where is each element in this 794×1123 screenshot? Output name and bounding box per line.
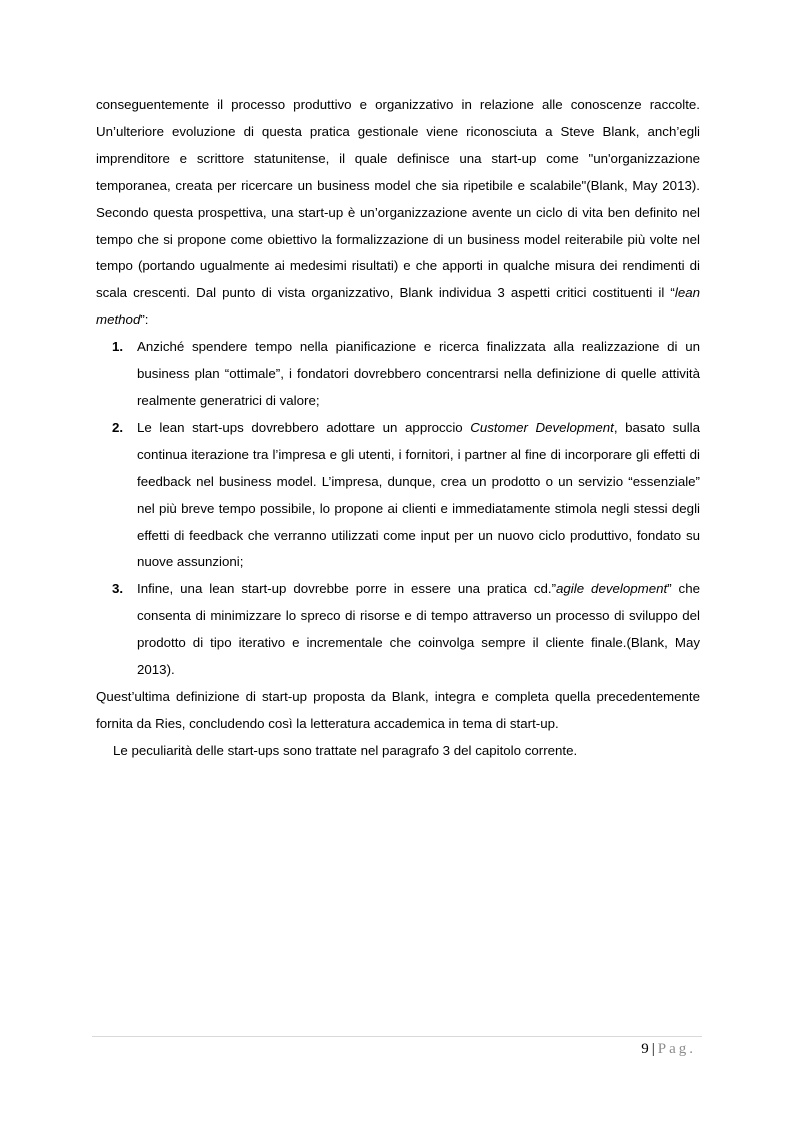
list-item-text: Anziché spendere tempo nella pianificazione e ricerca finalizzata alla realizzazione di un business plan “ottimale”, i fondatori dovrebbero concentrarsi nella definizione di quelle attività realmente generatrici di valore; xyxy=(137,339,700,408)
body-paragraph-1 xyxy=(96,92,700,334)
list-item-text-continued: ” che consenta di minimizzare lo spreco di risorse e di tempo attraverso un processo di sviluppo del prodotto di tipo iterativo e incrementale che coinvolga sempre il cliente finale.(Blank, May 2013). xyxy=(137,581,700,678)
list-item-text: Le lean start-ups dovrebbero adottare un approccio xyxy=(137,419,471,435)
list-item-number: 3. xyxy=(112,581,124,597)
lean-method-emphasis: lean method xyxy=(96,285,700,328)
customer-development-emphasis: Customer Development xyxy=(470,419,614,435)
list-item-text-continued: , basato sulla continua iterazione tra l’impresa e gli utenti, i fornitori, i partner al fine di incorporare gli effetti di feedback nel business model. L’impresa, dunque, crea un prodotto o un servizio “essenziale” nel più breve tempo possibile, lo propone ai clienti e immediatamente stimola negli stessi degli effetti di feedback che verranno utilizzati come input per un nuovo ciclo produttivo, fondato su nuove assunzioni; xyxy=(137,419,700,570)
page-label: Pag. xyxy=(657,1041,696,1057)
body-paragraph-3: Le peculiarità delle start-ups sono trattate nel paragrafo 3 del capitolo corrente. xyxy=(113,742,578,758)
page-body xyxy=(96,92,700,765)
lean-method-list xyxy=(96,334,700,684)
agile-development-emphasis: agile development xyxy=(556,581,668,597)
footer-separator: | xyxy=(651,1041,655,1057)
paragraph-1-text: conseguentemente il processo produttivo e organizzativo in relazione alle conoscenze raccolte. Un’ulteriore evoluzione di questa pratica gestionale viene riconosciuta a Steve Blank, anch’egli imprenditore e scrittore statunitense, il quale definisce una start-up come "un'organizzazione temporanea, creata per ricercare un business model che sia ripetibile e scalabile"(Blank, May 2013). Secondo questa prospettiva, una start-up è un’organizzazione avente un ciclo di vita ben definito nel tempo che si propone come obiettivo la formalizzazione di un business model reiterabile più volte nel tempo (portando ugualmente ai medesimi risultati) e che apporti in qualche misura dei rendimenti di scala crescenti. Dal punto di vista organizzativo, Blank individua 3 aspetti critici costituenti il “ xyxy=(96,97,700,301)
body-paragraph-2: Quest’ultima definizione di start-up proposta da Blank, integra e completa quella precedentemente fornita da Ries, concludendo così la letteratura accademica in tema di start-up. xyxy=(96,688,700,731)
list-item xyxy=(96,576,700,684)
list-item xyxy=(96,334,700,415)
page-footer xyxy=(641,1039,696,1059)
footer-divider xyxy=(92,1036,702,1037)
list-item-number: 1. xyxy=(112,339,124,355)
paragraph-1-closing: ”: xyxy=(140,312,149,328)
list-item-number: 2. xyxy=(112,419,124,435)
page-number: 9 xyxy=(641,1041,649,1057)
list-item xyxy=(96,415,700,576)
list-item-text: Infine, una lean start-up dovrebbe porre in essere una pratica cd.” xyxy=(137,581,557,597)
